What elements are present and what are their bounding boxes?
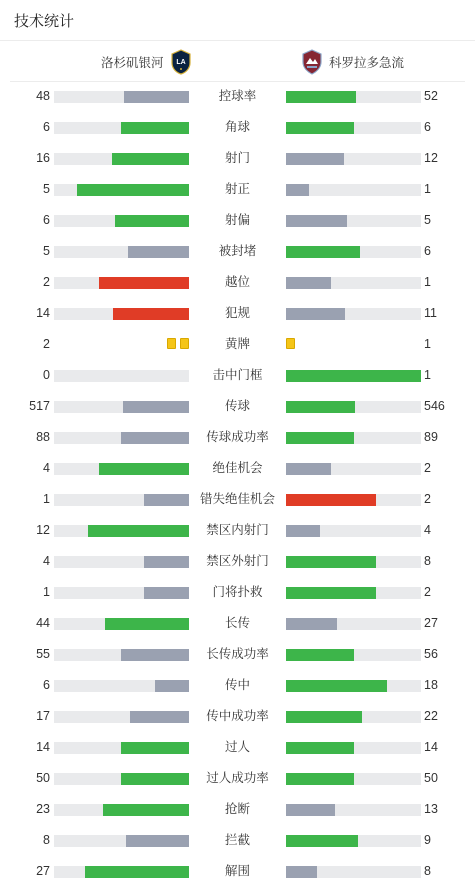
home-stat-value: 23 — [36, 802, 50, 816]
home-stat-bar-fill — [99, 463, 189, 475]
home-stat-value: 0 — [43, 368, 50, 382]
home-stat-bar — [54, 277, 189, 289]
stat-row — [0, 546, 475, 577]
home-stat-bar — [54, 742, 189, 754]
away-stat-bar — [286, 525, 421, 537]
away-stat-bar — [286, 556, 421, 568]
home-stat-bar-fill — [155, 680, 189, 692]
stat-row — [0, 639, 475, 670]
away-stat-value: 8 — [424, 864, 431, 878]
away-stat-bar-fill — [286, 463, 331, 475]
stat-row — [0, 701, 475, 732]
away-stat-value: 11 — [424, 306, 437, 320]
stat-label: 过人 — [224, 740, 250, 754]
away-stat-bar — [286, 91, 421, 103]
home-stat-value: 2 — [43, 337, 50, 351]
home-stat-bar-fill — [85, 866, 189, 878]
colorado-rapids-crest-icon — [301, 49, 323, 75]
away-stat-bar-fill — [286, 153, 344, 165]
stat-label: 长传成功率 — [206, 647, 269, 661]
home-stat-bar — [54, 122, 189, 134]
stat-label: 角球 — [224, 120, 250, 134]
away-stat-bar-fill — [286, 649, 354, 661]
away-stat-bar-fill — [286, 742, 354, 754]
yellow-card-icon — [180, 338, 189, 349]
home-stat-value: 1 — [43, 492, 50, 506]
stat-row — [0, 577, 475, 608]
stat-label: 控球率 — [218, 89, 257, 103]
divider — [0, 40, 475, 41]
away-stat-bar — [286, 866, 421, 878]
home-stat-bar-fill — [144, 587, 189, 599]
home-stat-bar-fill — [128, 246, 189, 258]
home-stat-bar-fill — [112, 153, 189, 165]
home-stat-bar — [54, 215, 189, 227]
home-stat-value: 5 — [43, 244, 50, 258]
stat-label: 传球 — [224, 399, 250, 413]
home-stat-bar-fill — [115, 215, 189, 227]
home-stat-bar — [54, 649, 189, 661]
home-stat-bar-fill — [126, 835, 189, 847]
stat-row — [0, 453, 475, 484]
home-stat-bar — [54, 463, 189, 475]
away-stat-value: 6 — [424, 120, 431, 134]
stat-label: 禁区外射门 — [206, 554, 269, 568]
away-stat-value: 1 — [424, 275, 431, 289]
home-stat-bar — [54, 680, 189, 692]
stat-row — [0, 174, 475, 205]
stat-label: 门将扑救 — [212, 585, 263, 599]
away-yellow-cards — [286, 338, 295, 349]
away-stat-value: 6 — [424, 244, 431, 258]
home-stat-value: 14 — [36, 740, 50, 754]
away-stat-value: 22 — [424, 709, 438, 723]
stat-row — [0, 329, 475, 360]
home-stat-bar — [54, 184, 189, 196]
away-stat-value: 9 — [424, 833, 431, 847]
away-stat-value: 13 — [424, 802, 438, 816]
home-stat-bar — [54, 246, 189, 258]
away-stat-value: 27 — [424, 616, 438, 630]
away-stat-value: 546 — [424, 399, 445, 413]
away-stat-value: 2 — [424, 585, 431, 599]
home-stat-bar-fill — [121, 773, 189, 785]
stat-label: 击中门框 — [212, 368, 263, 382]
away-stat-value: 2 — [424, 461, 431, 475]
home-stat-bar-fill — [144, 494, 189, 506]
home-stat-bar-fill — [121, 742, 189, 754]
home-stat-value: 4 — [43, 461, 50, 475]
home-stat-value: 88 — [36, 430, 50, 444]
away-stat-value: 2 — [424, 492, 431, 506]
stat-label: 抢断 — [224, 802, 250, 816]
away-stat-bar — [286, 680, 421, 692]
away-stat-bar-fill — [286, 308, 345, 320]
home-stat-value: 55 — [36, 647, 50, 661]
home-stat-value: 44 — [36, 616, 50, 630]
away-stat-value: 56 — [424, 647, 438, 661]
stat-row — [0, 360, 475, 391]
home-stat-value: 1 — [43, 585, 50, 599]
away-stat-bar-fill — [286, 401, 355, 413]
home-yellow-cards — [167, 338, 189, 349]
away-stat-bar-fill — [286, 773, 354, 785]
yellow-card-icon — [286, 338, 295, 349]
away-stat-bar — [286, 277, 421, 289]
away-stat-bar-fill — [286, 184, 309, 196]
stat-label: 拦截 — [224, 833, 250, 847]
home-stat-bar — [54, 711, 189, 723]
stat-row — [0, 856, 475, 887]
stat-row — [0, 205, 475, 236]
stat-label: 传球成功率 — [206, 430, 269, 444]
home-stat-value: 27 — [36, 864, 50, 878]
home-stat-bar-fill — [121, 432, 189, 444]
home-stat-value: 48 — [36, 89, 50, 103]
away-stat-bar — [286, 773, 421, 785]
stat-row — [0, 422, 475, 453]
stat-label: 射偏 — [224, 213, 250, 227]
stat-row — [0, 670, 475, 701]
away-stat-bar-fill — [286, 494, 376, 506]
la-galaxy-crest-icon — [170, 49, 192, 75]
stat-label: 解围 — [224, 864, 250, 878]
away-stat-value: 50 — [424, 771, 438, 785]
away-stat-bar — [286, 370, 421, 382]
away-stat-bar-fill — [286, 835, 358, 847]
home-stat-bar — [54, 432, 189, 444]
home-stat-bar-fill — [103, 804, 189, 816]
home-stat-value: 16 — [36, 151, 50, 165]
home-stat-value: 8 — [43, 833, 50, 847]
stat-row — [0, 484, 475, 515]
away-stat-bar-fill — [286, 587, 376, 599]
away-stat-value: 1 — [424, 337, 431, 351]
away-stat-bar-fill — [286, 277, 331, 289]
stat-row — [0, 143, 475, 174]
home-stat-bar-fill — [123, 401, 189, 413]
home-stat-bar — [54, 153, 189, 165]
away-stat-value: 52 — [424, 89, 438, 103]
away-team-name: 科罗拉多急流 — [329, 56, 405, 70]
stat-label: 射门 — [224, 151, 250, 165]
home-stat-bar-fill — [144, 556, 189, 568]
stat-row — [0, 763, 475, 794]
away-stat-bar — [286, 587, 421, 599]
away-stat-bar-fill — [286, 370, 421, 382]
away-stat-value: 14 — [424, 740, 438, 754]
stat-label: 黄牌 — [224, 337, 250, 351]
home-stat-bar-fill — [130, 711, 189, 723]
yellow-card-icon — [167, 338, 176, 349]
away-stat-bar — [286, 122, 421, 134]
home-stat-value: 50 — [36, 771, 50, 785]
home-stat-bar-fill — [99, 277, 189, 289]
stat-row — [0, 391, 475, 422]
stat-row — [0, 794, 475, 825]
away-stat-bar — [286, 184, 421, 196]
home-stat-bar — [54, 773, 189, 785]
home-stat-bar-fill — [113, 308, 189, 320]
away-stat-bar — [286, 618, 421, 630]
home-stat-value: 517 — [29, 399, 50, 413]
stat-row — [0, 112, 475, 143]
home-stat-bar-fill — [105, 618, 189, 630]
away-team-header — [295, 48, 404, 76]
home-stat-bar — [54, 91, 189, 103]
stat-label: 越位 — [224, 275, 250, 289]
home-stat-bar-fill — [121, 122, 189, 134]
stat-row — [0, 81, 475, 112]
away-stat-bar — [286, 215, 421, 227]
stat-label: 被封堵 — [218, 244, 257, 258]
home-stat-bar — [54, 804, 189, 816]
home-stat-bar — [54, 835, 189, 847]
stat-row — [0, 515, 475, 546]
svg-text:LA: LA — [175, 59, 186, 66]
away-stat-bar-fill — [286, 866, 317, 878]
stat-label: 犯规 — [224, 306, 250, 320]
stat-label: 传中 — [224, 678, 250, 692]
home-team-header — [101, 48, 198, 76]
stat-label: 错失绝佳机会 — [199, 492, 275, 506]
home-stat-bar — [54, 494, 189, 506]
home-stat-bar — [54, 618, 189, 630]
away-stat-value: 89 — [424, 430, 438, 444]
home-stat-value: 6 — [43, 120, 50, 134]
away-stat-bar — [286, 153, 421, 165]
stat-label: 射正 — [224, 182, 250, 196]
away-stat-bar — [286, 804, 421, 816]
away-stat-bar — [286, 649, 421, 661]
home-stat-value: 5 — [43, 182, 50, 196]
stat-label: 绝佳机会 — [212, 461, 263, 475]
home-stat-value: 14 — [36, 306, 50, 320]
home-stat-bar — [54, 308, 189, 320]
home-stat-bar-fill — [88, 525, 189, 537]
away-stat-bar-fill — [286, 711, 362, 723]
home-stat-value: 6 — [43, 213, 50, 227]
home-team-name: 洛杉矶银河 — [101, 56, 164, 70]
away-stat-bar-fill — [286, 91, 356, 103]
stat-label: 过人成功率 — [206, 771, 269, 785]
home-stat-bar — [54, 556, 189, 568]
page-title: 技术统计 — [14, 13, 75, 30]
home-stat-bar — [54, 370, 189, 382]
stat-row — [0, 236, 475, 267]
away-stat-bar — [286, 494, 421, 506]
away-stat-bar-fill — [286, 432, 354, 444]
home-stat-bar — [54, 587, 189, 599]
away-stat-value: 8 — [424, 554, 431, 568]
away-stat-bar — [286, 432, 421, 444]
away-stat-bar — [286, 308, 421, 320]
home-stat-bar-fill — [77, 184, 189, 196]
away-stat-bar-fill — [286, 525, 320, 537]
home-stat-bar-fill — [121, 649, 189, 661]
home-stat-bar-fill — [124, 91, 189, 103]
home-stat-value: 6 — [43, 678, 50, 692]
home-stat-bar — [54, 866, 189, 878]
away-stat-bar — [286, 835, 421, 847]
away-stat-bar-fill — [286, 804, 335, 816]
away-stat-value: 12 — [424, 151, 438, 165]
away-stat-bar — [286, 463, 421, 475]
stat-label: 禁区内射门 — [206, 523, 269, 537]
away-stat-bar — [286, 401, 421, 413]
stat-row — [0, 608, 475, 639]
away-stat-bar-fill — [286, 246, 360, 258]
home-stat-bar — [54, 401, 189, 413]
stat-label: 传中成功率 — [206, 709, 269, 723]
away-stat-bar-fill — [286, 680, 387, 692]
stat-row — [0, 298, 475, 329]
away-stat-value: 5 — [424, 213, 431, 227]
away-stat-bar — [286, 711, 421, 723]
home-stat-value: 2 — [43, 275, 50, 289]
away-stat-bar — [286, 742, 421, 754]
home-stat-value: 17 — [36, 709, 50, 723]
away-stat-value: 4 — [424, 523, 431, 537]
home-stat-value: 4 — [43, 554, 50, 568]
away-stat-value: 1 — [424, 182, 431, 196]
home-stat-bar — [54, 525, 189, 537]
away-stat-bar-fill — [286, 122, 354, 134]
away-stat-bar-fill — [286, 215, 347, 227]
away-stat-bar-fill — [286, 618, 337, 630]
stat-label: 长传 — [224, 616, 250, 630]
stat-row — [0, 732, 475, 763]
away-stat-bar — [286, 246, 421, 258]
away-stat-bar-fill — [286, 556, 376, 568]
stat-row — [0, 267, 475, 298]
away-stat-value: 1 — [424, 368, 431, 382]
away-stat-value: 18 — [424, 678, 438, 692]
home-stat-value: 12 — [36, 523, 50, 537]
stat-row — [0, 825, 475, 856]
